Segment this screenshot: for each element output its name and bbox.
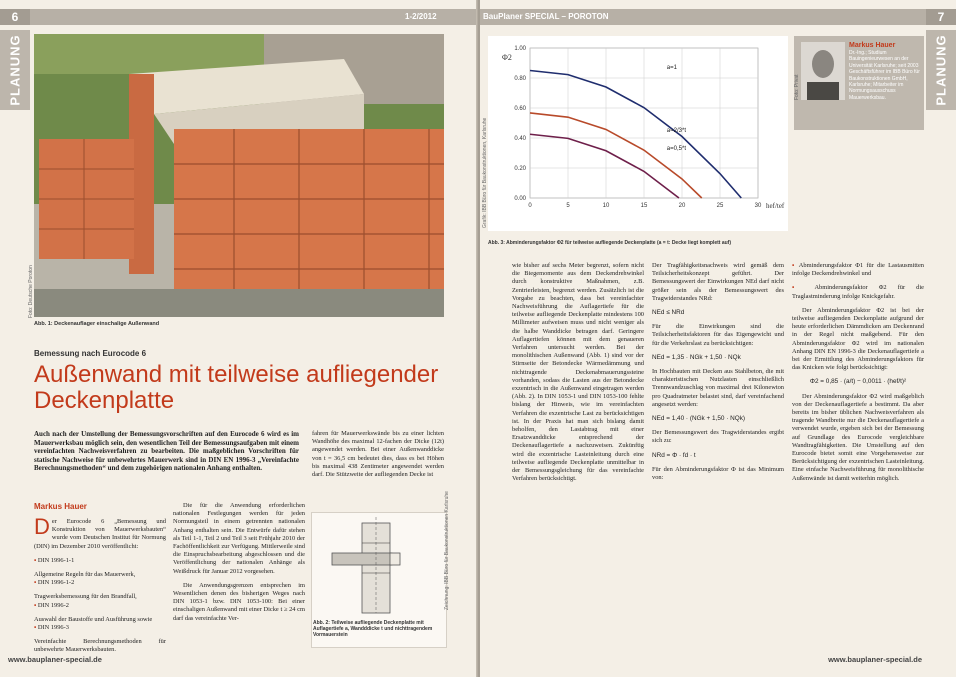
magazine-title: BauPlaner SPECIAL – POROTON bbox=[483, 12, 609, 21]
fig2-credit: Zeichnung: IBB Büro für Baukonstruktionen Karlsruhe bbox=[444, 491, 450, 610]
equation-3: NEd = 1,40 · (NGk + 1,50 · NQk) bbox=[652, 415, 746, 423]
right-column-3 bbox=[792, 262, 924, 489]
article-lead: Auch nach der Umstellung der Bemessungsvorschriften auf den Eurocode 6 wird es im Mauerwerksbau möglich sein, den wesentlichen Teil der Bemessungsaufgaben mit einem vereinfachten Nachweisverfahren zu bearbeiten. Die maßgeblichen Vorschriften für statische Nachweise für unbewehrtes Mauerwerk sind in DIN EN 1996-3 „Vereinfachte Berechnungsmethoden“ und dem zugehörigen nationalen Anhang enthalten. bbox=[34, 430, 299, 473]
din-item-desc: Allgemeine Regeln für das Mauerwerk, bbox=[34, 571, 136, 579]
y-tick-label: 0.20 bbox=[514, 166, 526, 172]
col3-paragraph-1: Der Abminderungsfaktor Φ2 ist bei der teilweise aufliegenden Deckenplatte aufgrund der heute erforderlichen Dämmdicken am Deckenrand in der Regel nicht maßgebend. Für den Abminderungsfaktor Φ2 wird im nationalen Anhang DIN EN 1996-3 die Deckenauflagertiefe a bei der Ermittlung des Abminderungsfaktors für das Knicken wie folgt berücksichtigt: bbox=[792, 306, 924, 372]
fig3-caption: Abb. 3: Abminderungsfaktor Φ2 für teilweise aufliegende Deckenplatte (a = t: Decke liegt komplett auf) bbox=[488, 240, 731, 246]
y-tick-label: 0.60 bbox=[514, 106, 526, 112]
headline-line-2: Deckenplatte bbox=[34, 387, 175, 414]
din-item: ▪ DIN 1996-3 bbox=[34, 624, 166, 632]
photo-credit: Foto: Deutsche Poroton bbox=[28, 265, 34, 318]
equation-1: NEd ≤ NRd bbox=[652, 309, 685, 317]
left-column-1 bbox=[34, 514, 166, 655]
x-tick-label: 15 bbox=[640, 203, 648, 209]
din-item-desc: Vereinfachte Berechnungsmethoden für unbewehrte Mauerwerksbauten. bbox=[34, 638, 166, 654]
col3-paragraph-2: Der Abminderungsfaktor Φ2 wird maßgeblich von der Deckenauflagertiefe a bestimmt. Da aber bereits im bisher üblichen Nachweisverfahren als tragende Wandbreite nur die Deckenauflagertiefe a verwendet wurde, ergeben sich bei der Bemessung auf Grundlage des Eurocode vergleichbare Wandtragfähigkeiten. Die Umstellung auf den Eurocode bietet somit eine Vorgehensweise zur Berücksichtigung der exzentrischen Lasteinleitung. Eine einfache Nachweisführung für monolithische Außenwände ist damit weiterhin möglich. bbox=[792, 392, 924, 482]
author-portrait bbox=[801, 42, 845, 100]
y-tick-label: 0.80 bbox=[514, 76, 526, 82]
y-tick-label: 0.00 bbox=[514, 196, 526, 202]
portrait-image bbox=[801, 42, 845, 100]
reduction-factor-chart bbox=[488, 36, 788, 231]
fig3-credit: Grafik: IBB Büro für Baukonstruktionen, Karlsruhe bbox=[482, 117, 488, 228]
din-item: ▪ DIN 1996-1-1 bbox=[34, 557, 166, 565]
col1-intro: er Eurocode 6 „Bemessung und Konstruktion von Mauerwerksbauten“ wurde vom Deutschen Institut für Normung (DIN) im Dezember 2010 veröffentlicht: bbox=[34, 518, 166, 550]
equation-5: Φ2 = 0,85 · (a/t) − 0,0011 · (hef/t)² bbox=[809, 378, 907, 386]
x-tick-label: 20 bbox=[678, 203, 686, 209]
left-page-number: 6 bbox=[0, 9, 30, 25]
col2-paragraph-5: Für den Abminderungsfaktor Φ ist das Minimum von: bbox=[652, 465, 784, 482]
series-label: a=2/3*t bbox=[666, 128, 686, 134]
din-item-desc: Tragwerksbemessung für den Brandfall, bbox=[34, 593, 137, 601]
y-tick-label: 0.40 bbox=[514, 136, 526, 142]
right-side-tab-label: PLANUNG bbox=[933, 34, 949, 106]
col2-paragraph-2: Für die Einwirkungen sind die Teilsicherheitsfaktoren für das Eigengewicht und für die Verkehrslast zu berücksichtigen: bbox=[652, 323, 784, 347]
equation-4: NRd = Φ · fd · t bbox=[652, 451, 696, 459]
col2-paragraph-2: Die Anwendungsgrenzen entsprechen im Wesentlichen denen des bisherigen Weges nach DIN 1053-1 bzw. DIN 1053-100: Bei einer einschaligen Außenwand mit einer Dicke t ≥ 24 cm darf das vereinfachte Ver- bbox=[173, 581, 305, 622]
fig2-caption: Abb. 2: Teilweise aufliegende Deckenplatte mit Auflagertiefe a, Wandddicke t und nichttragendem Vormauerstein bbox=[313, 620, 433, 638]
left-side-tab-label: PLANUNG bbox=[7, 34, 23, 106]
article-kicker: Bemessung nach Eurocode 6 bbox=[34, 349, 147, 358]
wall-section-drawing bbox=[312, 513, 446, 617]
masonry-photo bbox=[34, 34, 444, 317]
drop-cap: D bbox=[34, 514, 50, 539]
din-item-desc: Auswahl der Baustoffe und Ausführung sowie bbox=[34, 615, 153, 623]
x-tick-label: 30 bbox=[754, 203, 762, 209]
y-axis-label: Φ2 bbox=[502, 53, 512, 62]
fig3-chart bbox=[488, 36, 788, 231]
author-box bbox=[794, 36, 924, 130]
x-tick-label: 0 bbox=[528, 203, 532, 209]
din-item: ▪ DIN 1996-1-2 bbox=[34, 579, 166, 587]
portrait-credit: Foto: Privat bbox=[794, 74, 800, 100]
equation-2: NEd = 1,35 · NGk + 1,50 · NQk bbox=[652, 353, 741, 361]
author-byline: Markus Hauer bbox=[34, 502, 87, 511]
issue-label: 1-2/2012 bbox=[405, 12, 437, 21]
series-label: a=0,5*t bbox=[666, 146, 686, 152]
x-axis-label: hef/tef bbox=[766, 202, 785, 210]
din-list bbox=[34, 557, 166, 655]
right-page-number: 7 bbox=[926, 9, 956, 25]
right-column-1: wie bisher auf sechs Meter begrenzt, sofern nicht die Biegemomente aus dem Deckendrehwinkel durch konstruktive Maßnahmen, z.B. Zentrierleisten, begrenzt werden. Zusätzlich ist die Vorgabe zu beachten, dass bei vereinfachter Nachweisführung die Auflagertiefe für die teilweise aufliegende Deckenplatte mindestens 100 Millimeter aufweisen muss und nicht weniger als die halbe Wanddicke betragen darf. Geringere Auflagertiefen können mit dem genaueren Verfahren untersucht werden. Bei der monolithischen Außenwand (Abb. 1) sind vor der Stirnseite der Betondecke Wärmedämmung und nichttragende Deckenabmauerungssteine vorhanden, sodass die Lasten aus der Betondecke exzentrisch in die Außenwand eingetragen werden (Abb. 2). In DIN 1053-1 und DIN 1053-100 fehlte bislang der Hinweis, wie im vereinfachten Verfahren die exzentrische Last zu berücksichtigen ist. In der Praxis hat man sich bislang damit beholfen, den Lastabtrag mit einer Ersatzwanddicke entsprechend der Deckenauflagertiefe a nachzuweisen. Zukünftig wird die exzentrische Lasteinleitung durch eine teilweise aufliegende Deckenplatte unmittelbar in der Bemessungsgleichung für das vereinfachte Verfahren berücksichtigt. bbox=[512, 262, 644, 483]
factor-item: ▪ Abminderungsfaktor Φ1 für die Lastausmitten infolge Deckendrehwinkel und bbox=[792, 262, 924, 278]
author-bio: Dr.-Ing.; Studium Bauingenieurwesen an der Universität Karlsruhe; seit 2003 Geschäftsführer im IBB Büro für Baukonstruktionen GmbH, Karlsruhe; Mitarbeiter im Normungsausschuss Mauerwerksbau. bbox=[849, 50, 920, 101]
left-footer-url[interactable]: www.bauplaner-special.de bbox=[8, 655, 102, 664]
right-footer-url[interactable]: www.bauplaner-special.de bbox=[828, 655, 922, 664]
x-tick-label: 10 bbox=[602, 203, 610, 209]
x-tick-label: 25 bbox=[716, 203, 724, 209]
din-item: ▪ DIN 1996-2 bbox=[34, 602, 166, 610]
headline-line-1: Außenwand mit teilweise aufliegender bbox=[34, 361, 439, 388]
col2-paragraph-1: Der Tragfähigkeitsnachweis wird gemäß dem Teilsicherheitskonzept geführt. Der Bemessungswert der Einwirkungen NEd darf nicht größer sein als der Bemessungswert des Tragwiderstandes NRd: bbox=[652, 262, 784, 302]
author-name: Markus Hauer bbox=[849, 42, 896, 49]
x-tick-label: 5 bbox=[566, 203, 570, 209]
fig1-caption: Abb. 1: Deckenauflager einschalige Außenwand bbox=[34, 321, 160, 327]
right-side-tab bbox=[926, 30, 956, 110]
col2-paragraph-4: Der Bemessungswert des Tragwiderstandes ergibt sich zu: bbox=[652, 429, 784, 445]
y-tick-label: 1.00 bbox=[514, 46, 526, 52]
right-column-2 bbox=[652, 262, 784, 488]
right-page bbox=[480, 0, 956, 677]
masonry-photo-image bbox=[34, 34, 444, 317]
article-headline bbox=[34, 362, 454, 414]
factor-item: ▪ Abminderungsfaktor Φ2 für die Traglastminderung infolge Knickgefahr. bbox=[792, 284, 924, 300]
series-label: a=1 bbox=[666, 65, 677, 71]
left-side-tab bbox=[0, 30, 30, 110]
col2-paragraph-1: Die für die Anwendung erforderlichen nationalen Festlegungen werden für jeden Normungsteil in einem getrennten nationalen Anhang enthalten sein. Die Entwürfe dafür stehen als Teil 1-1, Teil 2 und Teil 3 seit Frühjahr 2010 der Fachöffentlichkeit zur Verfügung. Mittlerweile sind die Einspruchsbearbeitung abgeschlossen und die Veröffentlichung der nationalen Anhänge als Weißdruck für Januar 2012 vorgesehen. bbox=[173, 502, 305, 575]
left-column-2 bbox=[173, 502, 305, 629]
col2-paragraph-3: In Hochbauten mit Decken aus Stahlbeton, die mit charakteristischen Nutzlasten einschließlich Trennwandzuschlag von maximal drei Kilonewton pro Quadratmeter belastet sind, darf vereinfachend angesetzt werden: bbox=[652, 368, 784, 408]
lead-continuation: fahren für Mauerwerkswände bis zu einer lichten Wandhöhe des maximal 12-fachen der Dicke (12t) angewendet werden. Bei einer Außenwanddicke von t = 36,5 cm bedeutet dies, dass es bei Höhen bis maximal 438 Zentimeter angewendet werden darf. Die Stützweite der aufliegenden Decke ist bbox=[312, 430, 444, 479]
